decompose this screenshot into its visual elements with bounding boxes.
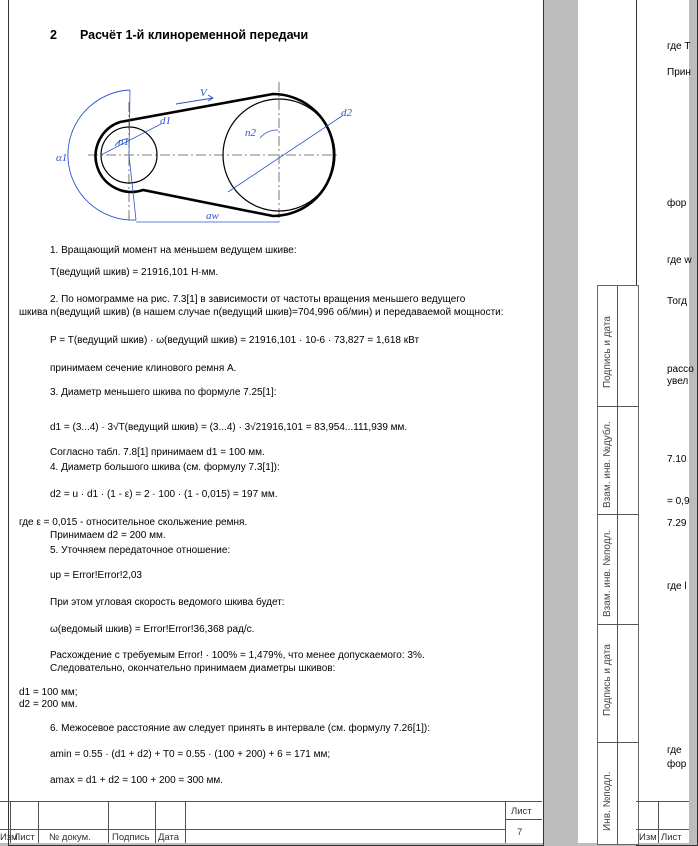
step4-text: 4. Диаметр большого шкива (см. формулу 7.3[1]): [50, 462, 280, 473]
conclusion-text: Следовательно, окончательно принимаем диаметры шкивов: [50, 663, 336, 674]
p2-line-5: Тогд [667, 296, 687, 307]
p2-line-6: рассо [667, 364, 694, 375]
step5-text: 5. Уточняем передаточное отношение: [50, 545, 231, 556]
label-d1: d1 [160, 115, 171, 127]
step1-text: 1. Вращающий момент на меньшем ведущем шкиве: [50, 245, 297, 256]
p2-line-4: где w [667, 255, 692, 266]
d1-accept-text: Согласно табл. 7.8[1] принимаем d1 = 100 мм. [50, 447, 265, 458]
d1-final: d1 = 100 мм; [19, 687, 78, 698]
section-number: 2 [50, 28, 57, 42]
side-stamp [597, 285, 639, 845]
d1-formula: d1 = (3...4) · 3√T(ведущий шкив) = (3...4) · 3√21916,101 = 83,954...111,939 мм. [50, 422, 408, 433]
p2-title-block [636, 801, 689, 843]
step3-text: 3. Диаметр меньшего шкива по формуле 7.25[1]: [50, 387, 277, 398]
angular-speed-formula: ω(ведомый шкив) = Error!Error!36,368 рад/с. [50, 624, 255, 635]
p2-line-1: где T [667, 41, 691, 52]
p2-line-10: 7.29 [667, 518, 687, 529]
label-v: V [200, 87, 207, 99]
side-stamp-dup-inv: Взам. инв. №дубл. [602, 421, 613, 508]
d2-accept-text: Принимаем d2 = 200 мм. [50, 530, 166, 541]
stamp-sheet-label: Лист [511, 806, 532, 817]
belt-section-text: принимаем сечение клинового ремня A. [50, 363, 237, 374]
belt-drive-diagram [48, 82, 368, 232]
document-page-2 [578, 0, 694, 843]
step2-text: 2. По номограмме на рис. 7.3[1] в зависимости от частоты вращения меньшего ведущего [50, 294, 466, 305]
ratio-formula: uр = Error!Error!2,03 [50, 570, 142, 581]
stamp-col-izm: Изм [0, 832, 18, 843]
p2-line-3: фор [667, 198, 687, 209]
step2-text-cont: шкива n(ведущий шкив) (в нашем случае n(ведущий шкив)=704,996 об/мин) и передаваемой мощности: [19, 307, 504, 318]
label-n1: n1 [118, 136, 129, 148]
label-n2: n2 [245, 127, 256, 139]
amin-formula: amin = 0.55 · (d1 + d2) + T0 = 0.55 · (100 + 200) + 6 = 171 мм; [50, 749, 331, 760]
label-aw: aw [206, 210, 219, 222]
label-d2: d2 [341, 107, 352, 119]
page2-frame [636, 0, 698, 846]
power-formula: P = T(ведущий шкив) · ω(ведущий шкив) = 21916,101 · 10-6 · 73,827 = 1,618 кВт [50, 335, 420, 346]
stamp-col-sign: Подпись [112, 832, 150, 843]
side-stamp-signature-date-2: Подпись и дата [602, 644, 613, 716]
amax-formula: amax = d1 + d2 = 100 + 200 = 300 мм. [50, 775, 224, 786]
stamp-col-list: Лист [14, 832, 35, 843]
p2-line-7: увел [667, 376, 689, 387]
step6-text: 6. Межосевое расстояние aw следует принять в интервале (см. формулу 7.26[1]): [50, 723, 430, 734]
p2-line-2: Прин [667, 67, 691, 78]
stamp-sheet-number: 7 [517, 827, 523, 838]
p2-line-9: = 0,9 [667, 496, 690, 507]
p2-line-8: 7.10 [667, 454, 687, 465]
angular-speed-text: При этом угловая скорость ведомого шкива будет: [50, 597, 285, 608]
d2-final: d2 = 200 мм. [19, 699, 78, 710]
torque-line: T(ведущий шкив) = 21916,101 Н·мм. [50, 267, 219, 278]
p2-line-12: где [667, 745, 682, 756]
epsilon-text: где ε = 0,015 - относительное скольжение ремня. [19, 517, 248, 528]
side-stamp-orig-inv: Взам. инв. №подл. [602, 529, 613, 617]
deviation-text: Расхождение с требуемым Error! · 100% = 1,479%, что менее допускаемого: 3%. [50, 650, 425, 661]
stamp-col-date: Дата [158, 832, 180, 843]
label-alpha1: α1 [56, 152, 68, 164]
section-title: Расчёт 1-й клиноременной передачи [80, 28, 309, 42]
side-stamp-inv-number: Инв. №подл. [602, 771, 613, 831]
p2-line-11: где l [667, 581, 687, 592]
p2-stamp-izm: Изм [639, 832, 657, 843]
p2-stamp-list: Лист [661, 832, 682, 843]
stamp-col-doc: № докум. [49, 832, 91, 843]
d2-formula: d2 = u · d1 · (1 - ε) = 2 · 100 · (1 - 0,015) = 197 мм. [50, 489, 278, 500]
title-block [0, 801, 542, 843]
side-stamp-signature-date-1: Подпись и дата [602, 316, 613, 388]
p2-line-13: фор [667, 759, 687, 770]
